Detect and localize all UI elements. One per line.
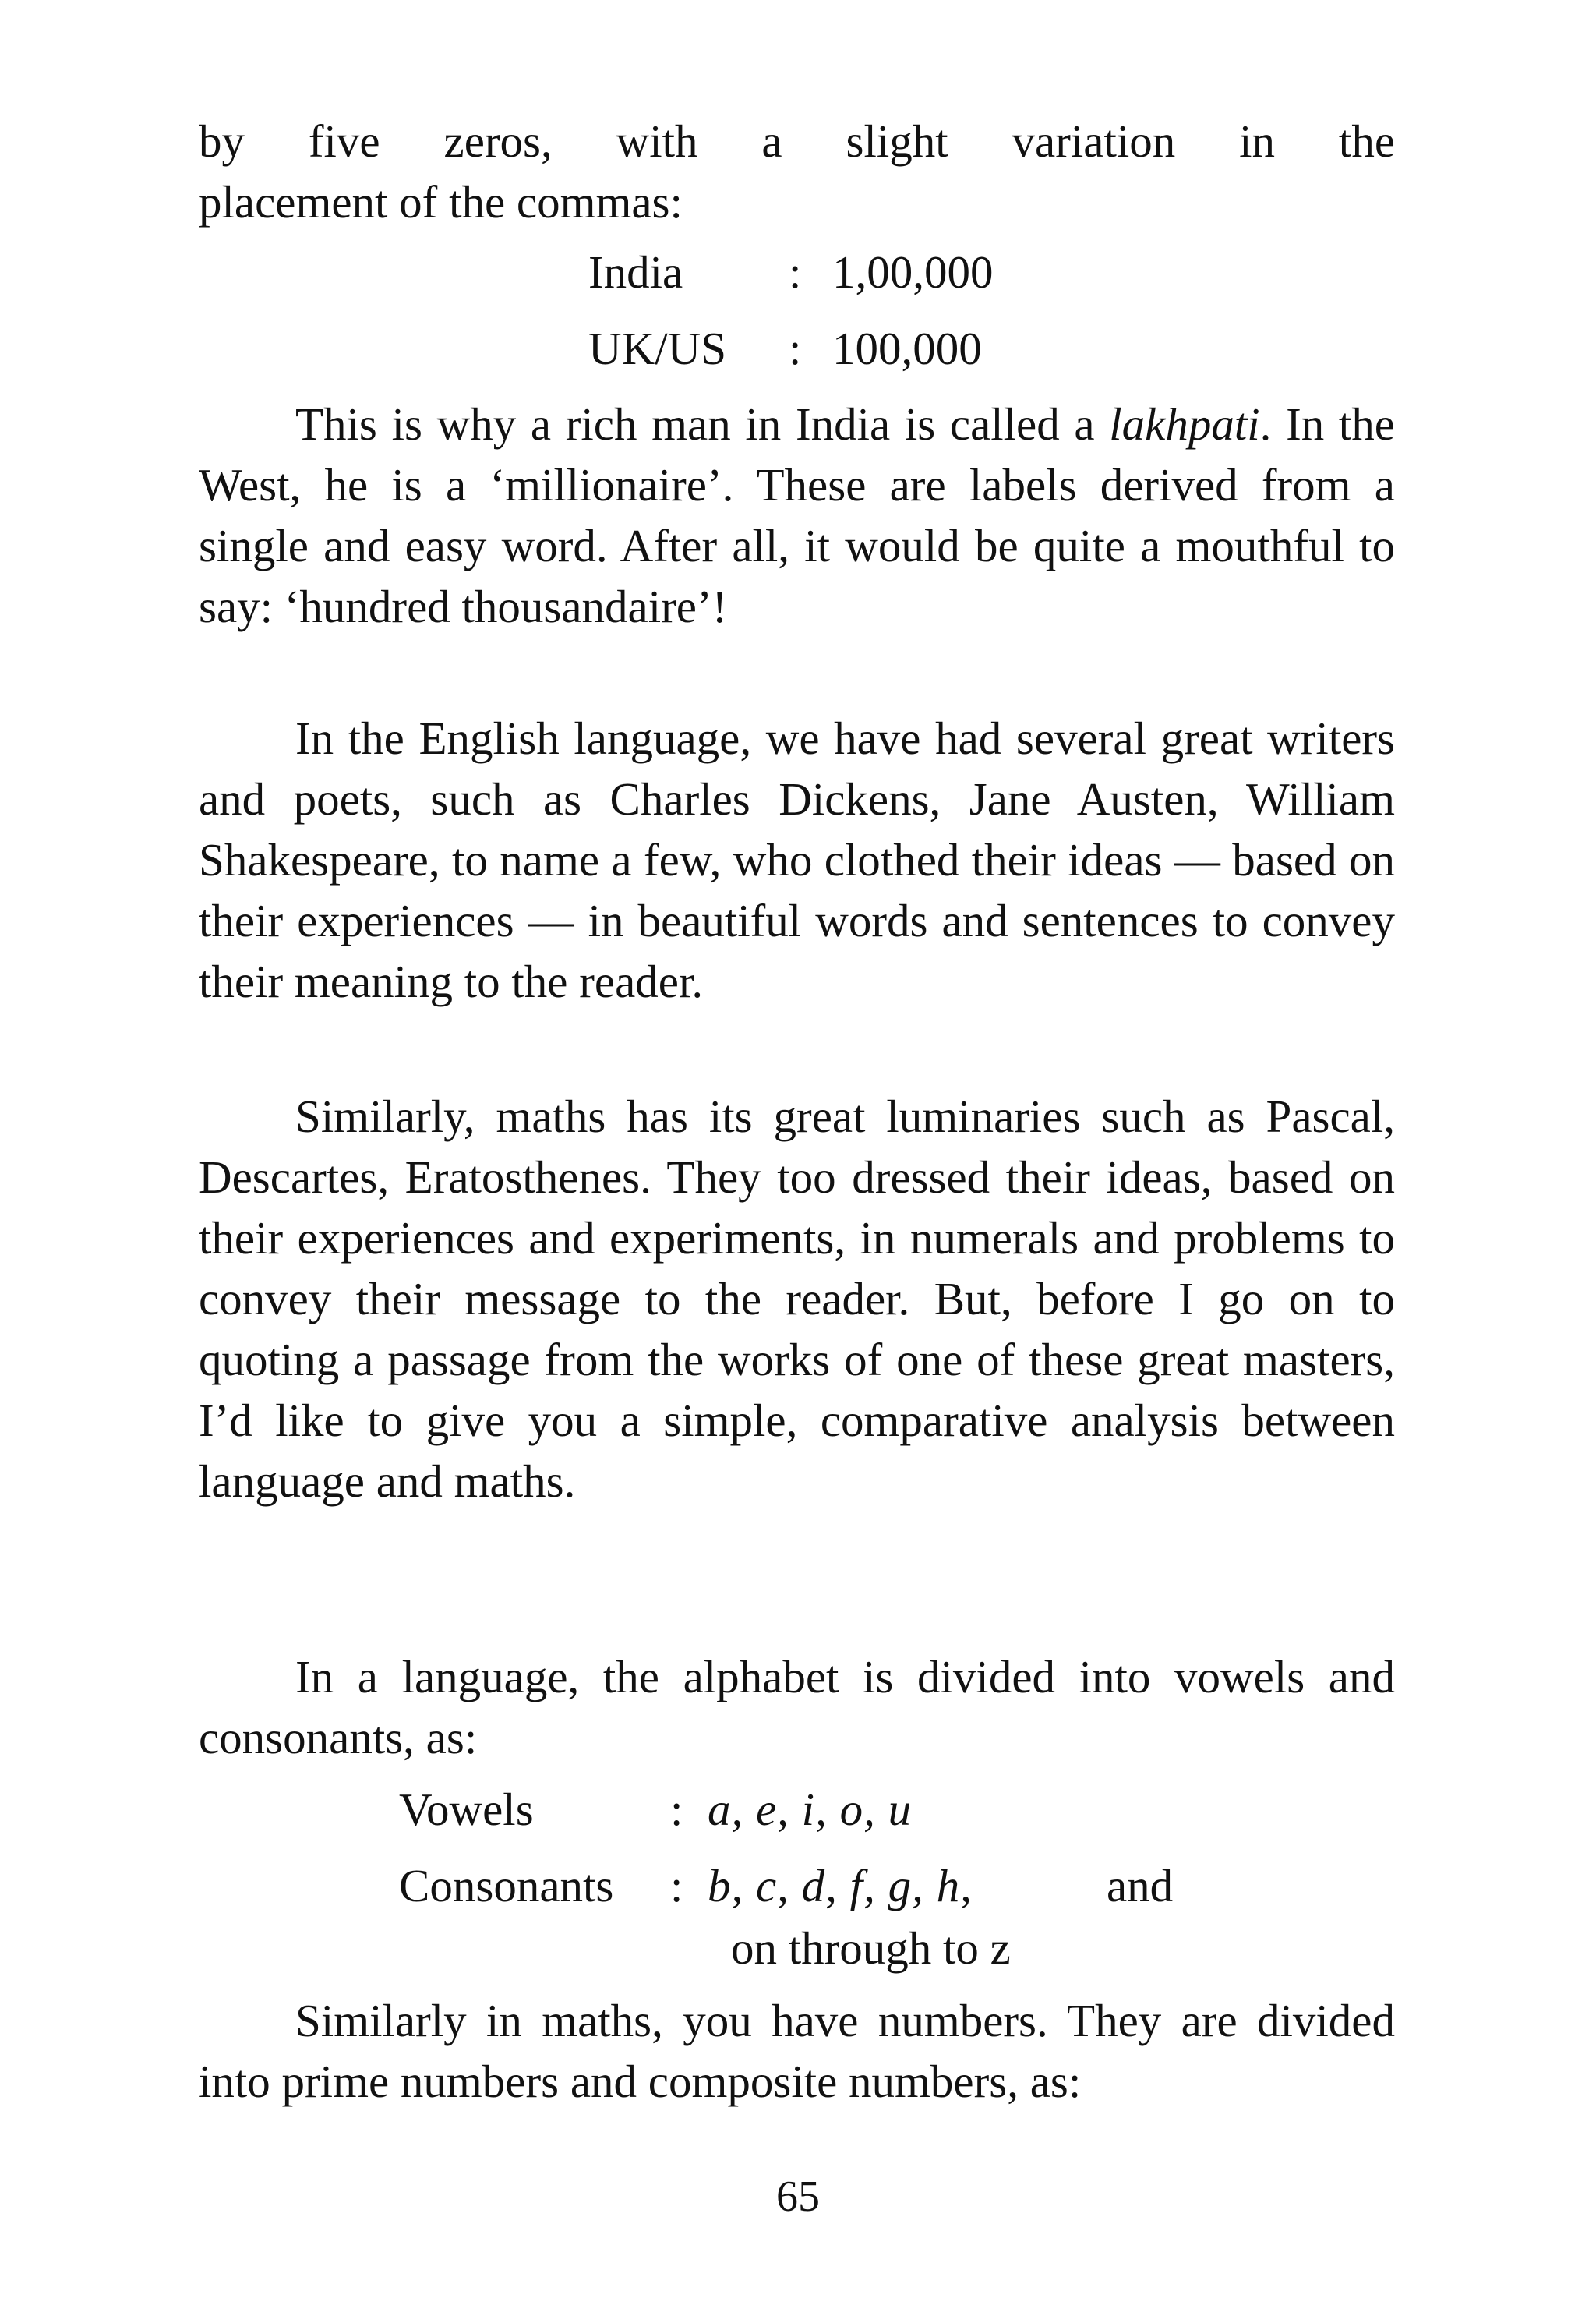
vowels-label: Vowels: [399, 1784, 534, 1835]
commas-separator: :: [789, 323, 802, 374]
commas-value: 1,00,000: [832, 246, 994, 298]
consonants-label: Consonants: [399, 1860, 614, 1911]
vowels-separator: :: [670, 1784, 683, 1835]
commas-row-ukus: [0, 318, 1596, 379]
english-writers-paragraph: [199, 708, 1395, 1012]
commas-separator: :: [789, 246, 802, 298]
vowels-row: [0, 1779, 1596, 1840]
opening-line-2: placement of the commas:: [199, 176, 683, 228]
opening-paragraph: [199, 111, 1395, 232]
numbers-paragraph: [199, 1990, 1395, 2112]
consonants-value: b, c, d, f, g, h,: [708, 1860, 973, 1911]
english-writers-text: In the English language, we have had several great writers and poets, such as Charles Dickens, Jane Austen, William Shakespeare, to name a few, who clothed their ideas — based on their experiences — in beautiful words and sentences to convey their meaning to the reader.: [199, 712, 1395, 1007]
consonants-continuation: on through to z: [731, 1922, 1011, 1974]
commas-region: India: [588, 246, 683, 298]
opening-line-1: by five zeros, with a slight variation in the: [199, 115, 1395, 167]
consonants-row: [0, 1855, 1596, 1916]
maths-luminaries-text: Similarly, maths has its great luminaries such as Pascal, Descartes, Eratosthenes. They too dressed their ideas, based on their experiences and experiments, in numerals and problems to convey their message to the reader. But, before I go on to quoting a passage from the works of one of these great masters, I’d like to give you a simple, comparative analysis between language and maths.: [199, 1091, 1395, 1507]
alphabet-paragraph: [199, 1646, 1395, 1768]
lakhpati-paragraph: [199, 394, 1395, 637]
lakhpati-text-after: . In the West, he is a ‘millionaire’. These are labels derived from a single and easy word. After all, it would be quite a mouthful to say: ‘hundred thousandaire’!: [199, 398, 1395, 632]
alphabet-text: In a language, the alphabet is divided into vowels and consonants, as:: [199, 1651, 1395, 1763]
lakhpati-italic-word: lakhpati: [1109, 398, 1260, 450]
consonants-continuation-row: [0, 1918, 1596, 1978]
lakhpati-text: [199, 394, 1395, 637]
commas-row-india: [0, 242, 1596, 302]
maths-luminaries-paragraph: [199, 1086, 1395, 1512]
lakhpati-text-before: This is why a rich man in India is called a: [295, 398, 1110, 450]
commas-value: 100,000: [832, 323, 982, 374]
commas-region: UK/US: [588, 323, 727, 374]
vowels-value: a, e, i, o, u: [708, 1784, 913, 1835]
numbers-text: Similarly in maths, you have numbers. They are divided into prime numbers and composite numbers, as:: [199, 1995, 1395, 2107]
consonants-and: and: [1107, 1860, 1174, 1911]
page-number: 65: [776, 2173, 820, 2221]
consonants-separator: :: [670, 1860, 683, 1911]
